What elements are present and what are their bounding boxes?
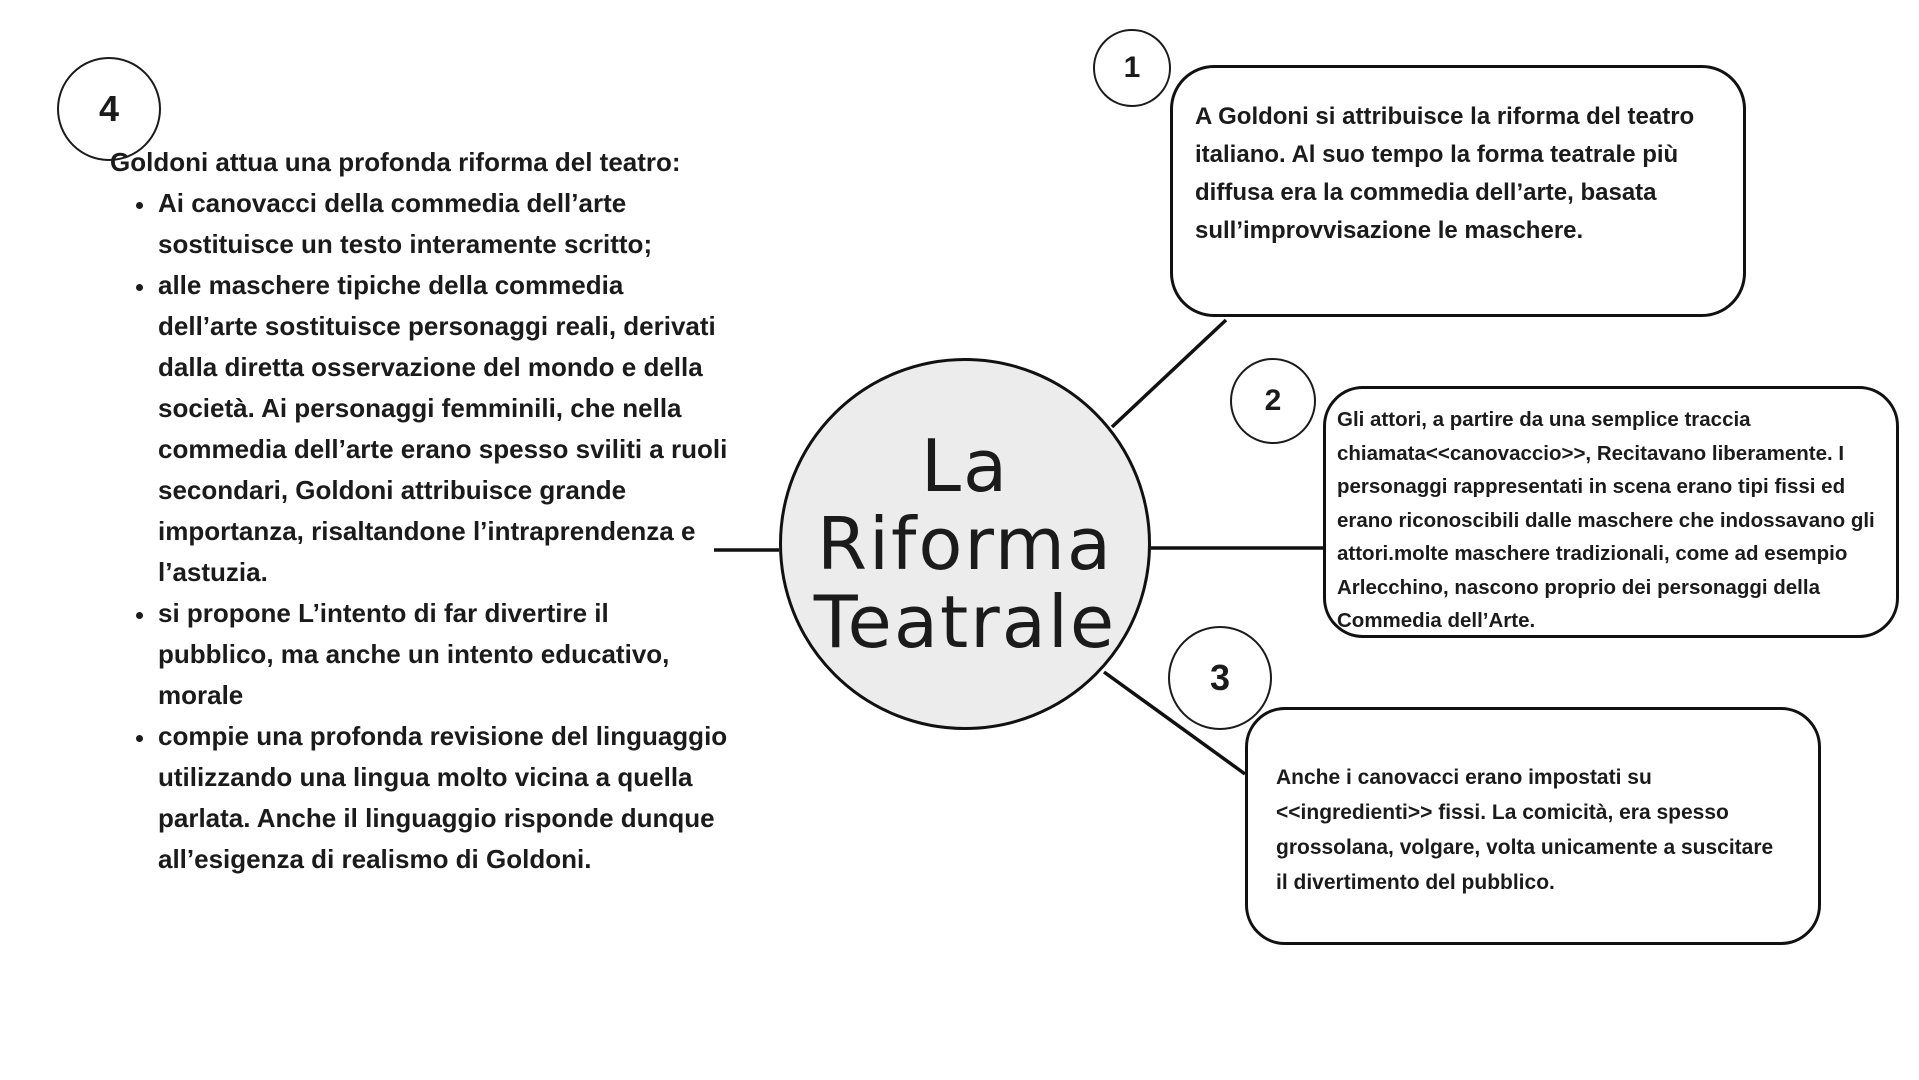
node-4-bullet-4: • compie una profonda revisione del linguaggio utilizzando una lingua molto vicina a quella parlata. Anche il linguaggio risponde dunque all’esigenza di realismo di Goldoni. xyxy=(156,716,730,880)
node-3-box xyxy=(1245,707,1821,945)
node-1-number-badge xyxy=(1093,29,1171,107)
node-4-number: 4 xyxy=(98,88,120,129)
central-title-line-2: Riforma xyxy=(816,502,1114,586)
node-1-number: 1 xyxy=(1123,51,1141,84)
node-3-text: Anche i canovacci erano impostati su <<ingredienti>> fissi. La comicità, era spesso grossolana, volgare, volta unicamente a suscitare il divertimento del pubblico. xyxy=(1276,766,1774,894)
node-3-number: 3 xyxy=(1209,657,1231,698)
connector-node-1 xyxy=(1112,320,1226,427)
node-3-number-badge xyxy=(1168,626,1272,730)
node-4-bullet-2: • alle maschere tipiche della commedia dell’arte sostituisce personaggi reali, derivati dalla diretta osservazione del mondo e della società. Ai personaggi femminili, che nella commedia dell’arte erano spesso sviliti a ruoli secondari, Goldoni attribuisce grande importanza, risaltandone l’intraprendenza e l’astuzia. xyxy=(156,265,730,593)
node-2-box xyxy=(1323,386,1899,638)
node-4-intro: Goldoni attua una profonda riforma del teatro: xyxy=(110,147,681,177)
central-title-line-3: Teatrale xyxy=(813,580,1117,664)
node-1-box xyxy=(1170,65,1746,317)
node-1-text: A Goldoni si attribuisce la riforma del teatro italiano. Al suo tempo la forma teatrale più diffusa era la commedia dell’arte, basata sull’improvvisazione le maschere. xyxy=(1195,103,1695,244)
node-4-bullet-1: • Ai canovacci della commedia dell’arte sostituisce un testo interamente scritto; xyxy=(156,183,730,265)
central-topic xyxy=(779,358,1151,730)
node-2-number-badge xyxy=(1230,358,1316,444)
node-4-text-block xyxy=(110,142,730,880)
node-4-bullet-list xyxy=(110,183,730,880)
node-4-bullet-3: • si propone L’intento di far divertire il pubblico, ma anche un intento educativo, morale xyxy=(156,593,730,716)
central-title-line-1: La xyxy=(920,424,1010,508)
node-2-number: 2 xyxy=(1264,384,1282,417)
node-2-text: Gli attori, a partire da una semplice traccia chiamata<<canovaccio>>, Recitavano liberamente. I personaggi rappresentati in scena erano tipi fissi ed erano riconoscibili dalle maschere che indossavano gli attori.molte maschere tradizionali, come ad esempio Arlecchino, nascono proprio dei personaggi della Commedia dell’Arte. xyxy=(1337,408,1875,632)
